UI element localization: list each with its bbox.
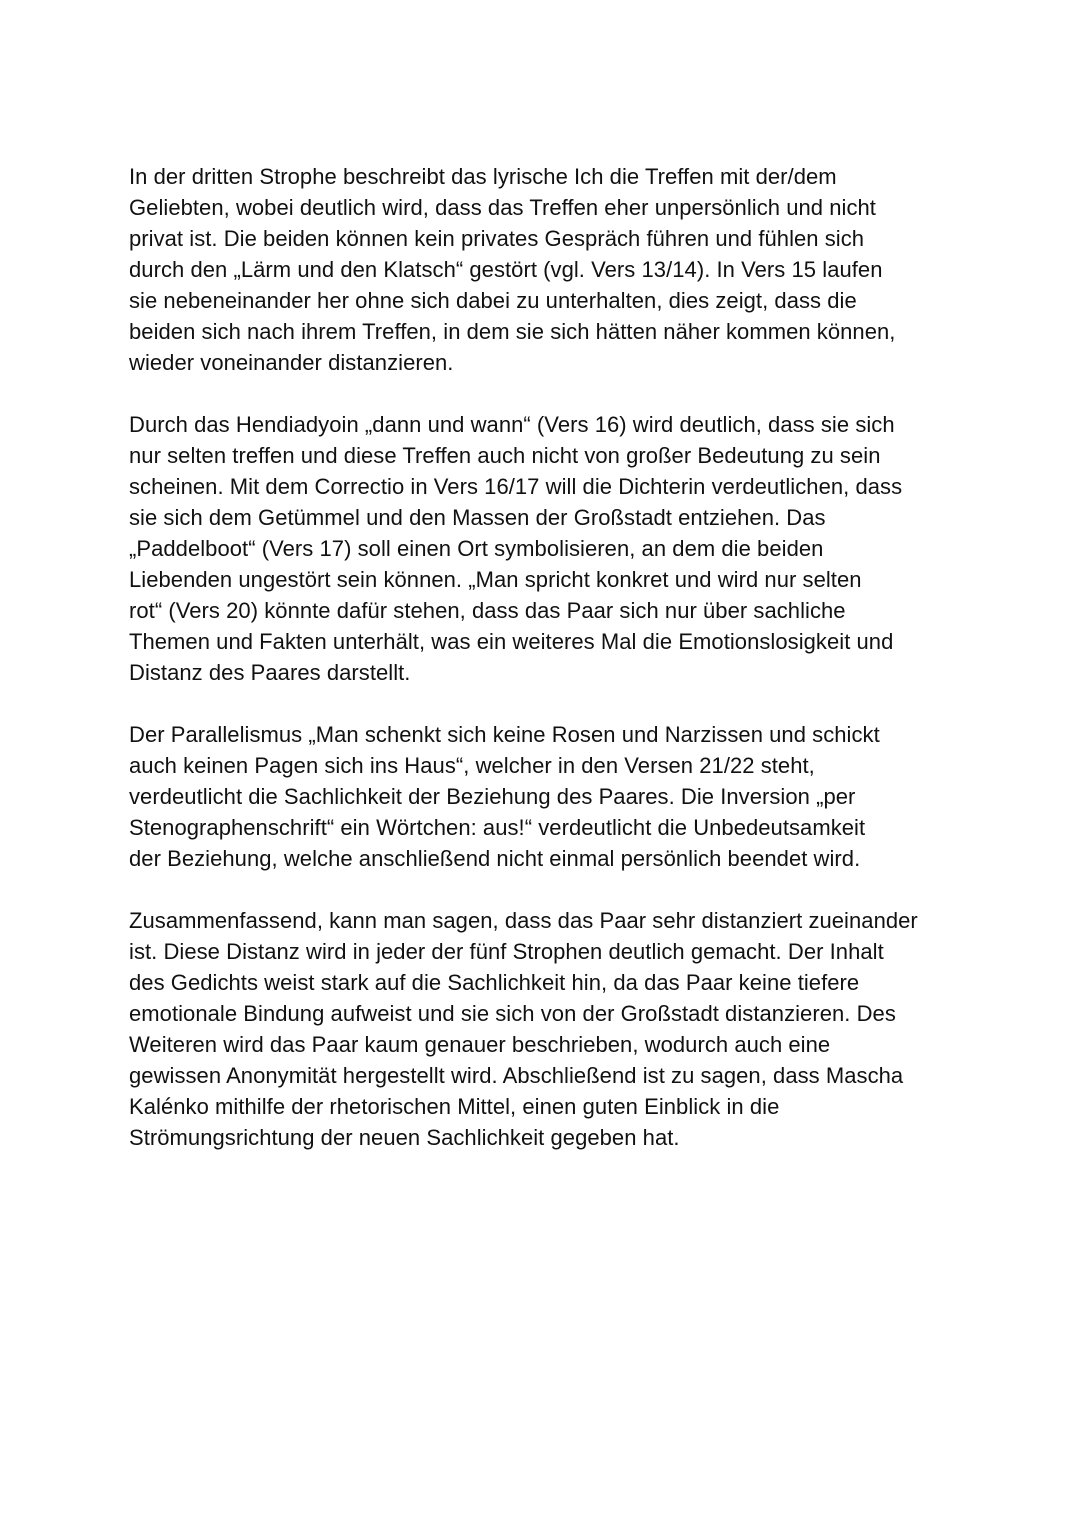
text-line: verdeutlicht die Sachlichkeit der Beziehung des Paares. Die Inversion „per xyxy=(129,784,856,809)
text-line: wieder voneinander distanzieren. xyxy=(129,350,454,375)
text-line: Distanz des Paares darstellt. xyxy=(129,660,411,685)
text-line: des Gedichts weist stark auf die Sachlichkeit hin, da das Paar keine tiefere xyxy=(129,970,860,995)
text-line: Durch das Hendiadyoin „dann und wann“ (Vers 16) wird deutlich, dass sie sich xyxy=(129,412,895,437)
text-line: sie nebeneinander her ohne sich dabei zu unterhalten, dies zeigt, dass die xyxy=(129,288,857,313)
text-line: sie sich dem Getümmel und den Massen der Großstadt entziehen. Das xyxy=(129,505,826,530)
text-line: rot“ (Vers 20) könnte dafür stehen, dass das Paar sich nur über sachliche xyxy=(129,598,846,623)
text-line: ist. Diese Distanz wird in jeder der fünf Strophen deutlich gemacht. Der Inhalt xyxy=(129,939,884,964)
text-line: Kalénko mithilfe der rhetorischen Mittel, einen guten Einblick in die xyxy=(129,1094,780,1119)
text-line: durch den „Lärm und den Klatsch“ gestört (vgl. Vers 13/14). In Vers 15 laufen xyxy=(129,257,883,282)
text-line: auch keinen Pagen sich ins Haus“, welcher in den Versen 21/22 steht, xyxy=(129,753,815,778)
text-line: „Paddelboot“ (Vers 17) soll einen Ort symbolisieren, an dem die beiden xyxy=(129,536,824,561)
text-line: In der dritten Strophe beschreibt das lyrische Ich die Treffen mit der/dem xyxy=(129,164,837,189)
paragraph-third-stanza xyxy=(129,161,959,378)
text-line: der Beziehung, welche anschließend nicht einmal persönlich beendet wird. xyxy=(129,846,861,871)
text-line: Strömungsrichtung der neuen Sachlichkeit gegeben hat. xyxy=(129,1125,680,1150)
text-line: Stenographenschrift“ ein Wörtchen: aus!“ verdeutlicht die Unbedeutsamkeit xyxy=(129,815,866,840)
text-line: Zusammenfassend, kann man sagen, dass das Paar sehr distanziert zueinander xyxy=(129,908,918,933)
text-line: privat ist. Die beiden können kein privates Gespräch führen und fühlen sich xyxy=(129,226,865,251)
text-line: Liebenden ungestört sein können. „Man spricht konkret und wird nur selten xyxy=(129,567,862,592)
paragraph-summary xyxy=(129,905,959,1153)
text-line: gewissen Anonymität hergestellt wird. Abschließend ist zu sagen, dass Mascha xyxy=(129,1063,904,1088)
text-line: Themen und Fakten unterhält, was ein weiteres Mal die Emotionslosigkeit und xyxy=(129,629,894,654)
text-line: Der Parallelismus „Man schenkt sich keine Rosen und Narzissen und schickt xyxy=(129,722,880,747)
paragraph-hendiadyoin xyxy=(129,409,959,688)
text-line: scheinen. Mit dem Correctio in Vers 16/17 will die Dichterin verdeutlichen, dass xyxy=(129,474,903,499)
text-line: emotionale Bindung aufweist und sie sich von der Großstadt distanzieren. Des xyxy=(129,1001,896,1026)
text-line: Geliebten, wobei deutlich wird, dass das Treffen eher unpersönlich und nicht xyxy=(129,195,876,220)
document-body xyxy=(129,161,959,1153)
text-line: beiden sich nach ihrem Treffen, in dem sie sich hätten näher kommen können, xyxy=(129,319,896,344)
paragraph-parallelism xyxy=(129,719,959,874)
text-line: nur selten treffen und diese Treffen auch nicht von großer Bedeutung zu sein xyxy=(129,443,881,468)
text-line: Weiteren wird das Paar kaum genauer beschrieben, wodurch auch eine xyxy=(129,1032,831,1057)
